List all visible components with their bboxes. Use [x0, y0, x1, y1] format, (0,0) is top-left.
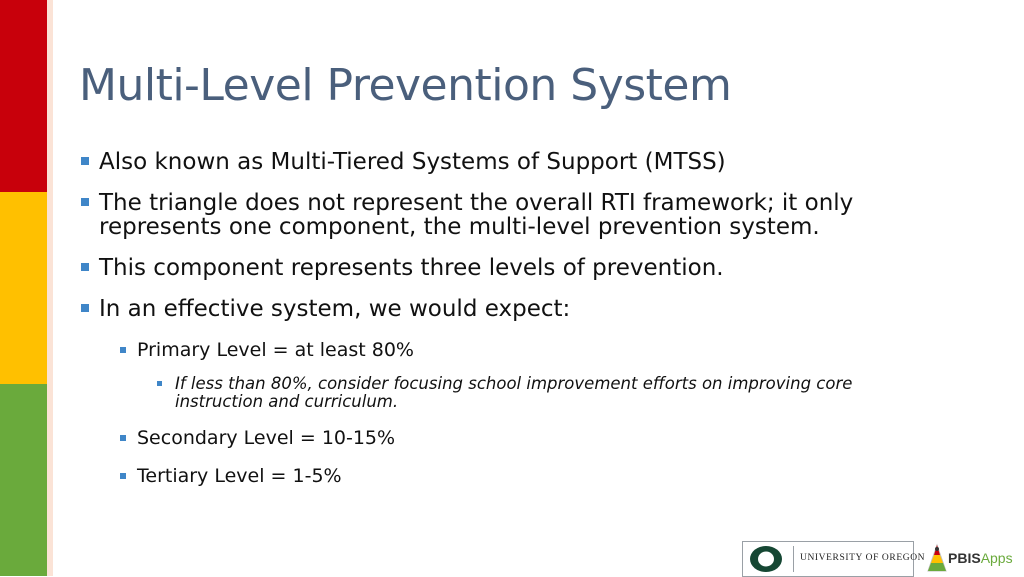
pbis-bold-text: PBIS: [948, 550, 981, 566]
bullet-text: In an effective system, we would expect:: [99, 296, 571, 322]
bullet-item-with-sublist: [79, 297, 909, 487]
bullet-item: Also known as Multi-Tiered Systems of Support (MTSS): [79, 150, 909, 174]
stripe-divider: [47, 0, 53, 576]
pbis-triangle-icon: [926, 541, 948, 575]
logo-separator: [793, 546, 794, 572]
sub-bullet-item: Secondary Level = 10-15%: [117, 427, 909, 449]
slide-title: Multi-Level Prevention System: [79, 60, 732, 111]
bullet-list: [79, 150, 909, 504]
university-of-oregon-text: UNIVERSITY OF OREGON: [800, 553, 926, 563]
university-of-oregon-logo: [742, 541, 926, 577]
pbis-apps-text: [948, 550, 1013, 566]
apps-text: Apps: [980, 550, 1013, 566]
sub-bullet-text: Primary Level = at least 80%: [137, 339, 414, 361]
stripe-yellow: [0, 192, 47, 384]
sub-bullet-item: Tertiary Level = 1-5%: [117, 465, 909, 487]
sub-sub-bullet-item: If less than 80%, consider focusing school improvement efforts on improving core instruction and curriculum.: [155, 375, 909, 411]
sub-bullet-item-with-sublist: [117, 339, 909, 411]
oregon-o-icon: [747, 544, 785, 574]
stripe-green: [0, 384, 47, 576]
pbis-apps-logo: [926, 540, 1024, 576]
sub-sub-bullet-list: [155, 375, 909, 411]
stripe-red: [0, 0, 47, 192]
bullet-item: This component represents three levels of prevention.: [79, 256, 909, 280]
footer-logos: [742, 540, 1024, 576]
sub-bullet-list: [117, 339, 909, 487]
bullet-item: The triangle does not represent the overall RTI framework; it only represents one component, the multi-level prevention system.: [79, 191, 909, 239]
